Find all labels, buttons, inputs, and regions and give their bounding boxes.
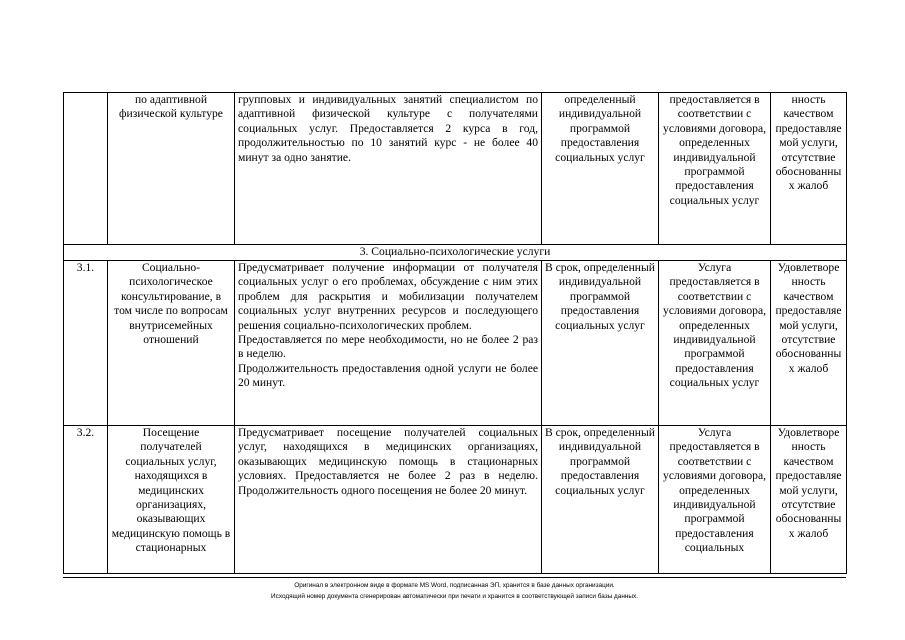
service-name-cell: по адаптивной физической культуре xyxy=(108,93,235,245)
description-paragraph: Предоставляется по мере необходимости, но не более 2 раз в неделю. xyxy=(238,333,538,361)
service-conditions-cell: Услуга предоставляется в соответствии с условиями договора, определенных индивидуальной программой предоставления социальных xyxy=(659,426,771,574)
footer-divider xyxy=(63,577,846,578)
quality-indicator-cell: нность качеством предоставляе мой услуги, отсутствие обоснованны х жалоб xyxy=(771,93,847,245)
service-name-cell: Социально-психологическое консультирование, в том числе по вопросам внутрисемейных отношений xyxy=(108,261,235,426)
description-paragraph: Продолжительность предоставления одной услуги не более 20 минут. xyxy=(238,361,538,390)
service-term-cell: определенный индивидуальной программой предоставления социальных услуг xyxy=(542,93,659,245)
quality-indicator-cell: Удовлетворе нность качеством предоставляе мой услуги, отсутствие обоснованны х жалоб xyxy=(771,261,847,426)
section-title: 3. Социально-психологические услуги xyxy=(64,245,847,261)
service-term-cell: В срок, определенный индивидуальной программой предоставления социальных услуг xyxy=(542,261,659,426)
description-paragraph: Предусматривает получение информации от получателя социальных услуг о его проблемах, обсуждение с ним этих проблем для раскрытия и мобилизации получателем социальных услуг внутренних ресурсов и последующего решения социально-психологических проблем. xyxy=(238,261,538,332)
service-conditions-cell: предоставляется в соответствии с условиями договора, определенных индивидуальной программой предоставления социальных услуг xyxy=(659,93,771,245)
service-conditions-cell: Услуга предоставляется в соответствии с условиями договора, определенных индивидуальной программой предоставления социальных услуг xyxy=(659,261,771,426)
table-row xyxy=(64,93,847,245)
row-number-cell: 3.2. xyxy=(64,426,108,574)
table-row xyxy=(64,261,847,426)
description-paragraph: Предусматривает посещение получателей социальных услуг, находящихся в медицинских организациях, оказывающих медицинскую помощь в стационарных условиях. Предоставляется не более 2 раз в неделю. Продолжительность одного посещения не более 20 минут. xyxy=(238,426,538,497)
footer-note-number: Исходящий номер документа сгенерирован автоматически при печати и хранится в соответствующей записи базы данных. xyxy=(271,593,638,600)
services-table xyxy=(63,92,847,574)
description-paragraph: групповых и индивидуальных занятий специалистом по адаптивной физической культуре с получателями социальных услуг. Предоставляется 2 курса в год, продолжительностью по 10 занятий курс - не более 40 минут за одно занятие. xyxy=(238,93,538,164)
service-description-cell xyxy=(235,261,542,426)
row-number-cell: 3.1. xyxy=(64,261,108,426)
footer-note-original: Оригинал в электронном виде в формате MS Word, подписанная ЭП, хранится в базе данных организации. xyxy=(294,582,615,589)
row-number-cell xyxy=(64,93,108,245)
table-row xyxy=(64,426,847,574)
service-description-cell xyxy=(235,93,542,245)
section-row xyxy=(64,245,847,261)
service-term-cell: В срок, определенный индивидуальной программой предоставления социальных услуг xyxy=(542,426,659,574)
quality-indicator-cell: Удовлетворе нность качеством предоставляе мой услуги, отсутствие обоснованны х жалоб xyxy=(771,426,847,574)
service-description-cell xyxy=(235,426,542,574)
service-name-cell: Посещение получателей социальных услуг, находящихся в медицинских организациях, оказывающих медицинскую помощь в стационарных xyxy=(108,426,235,574)
